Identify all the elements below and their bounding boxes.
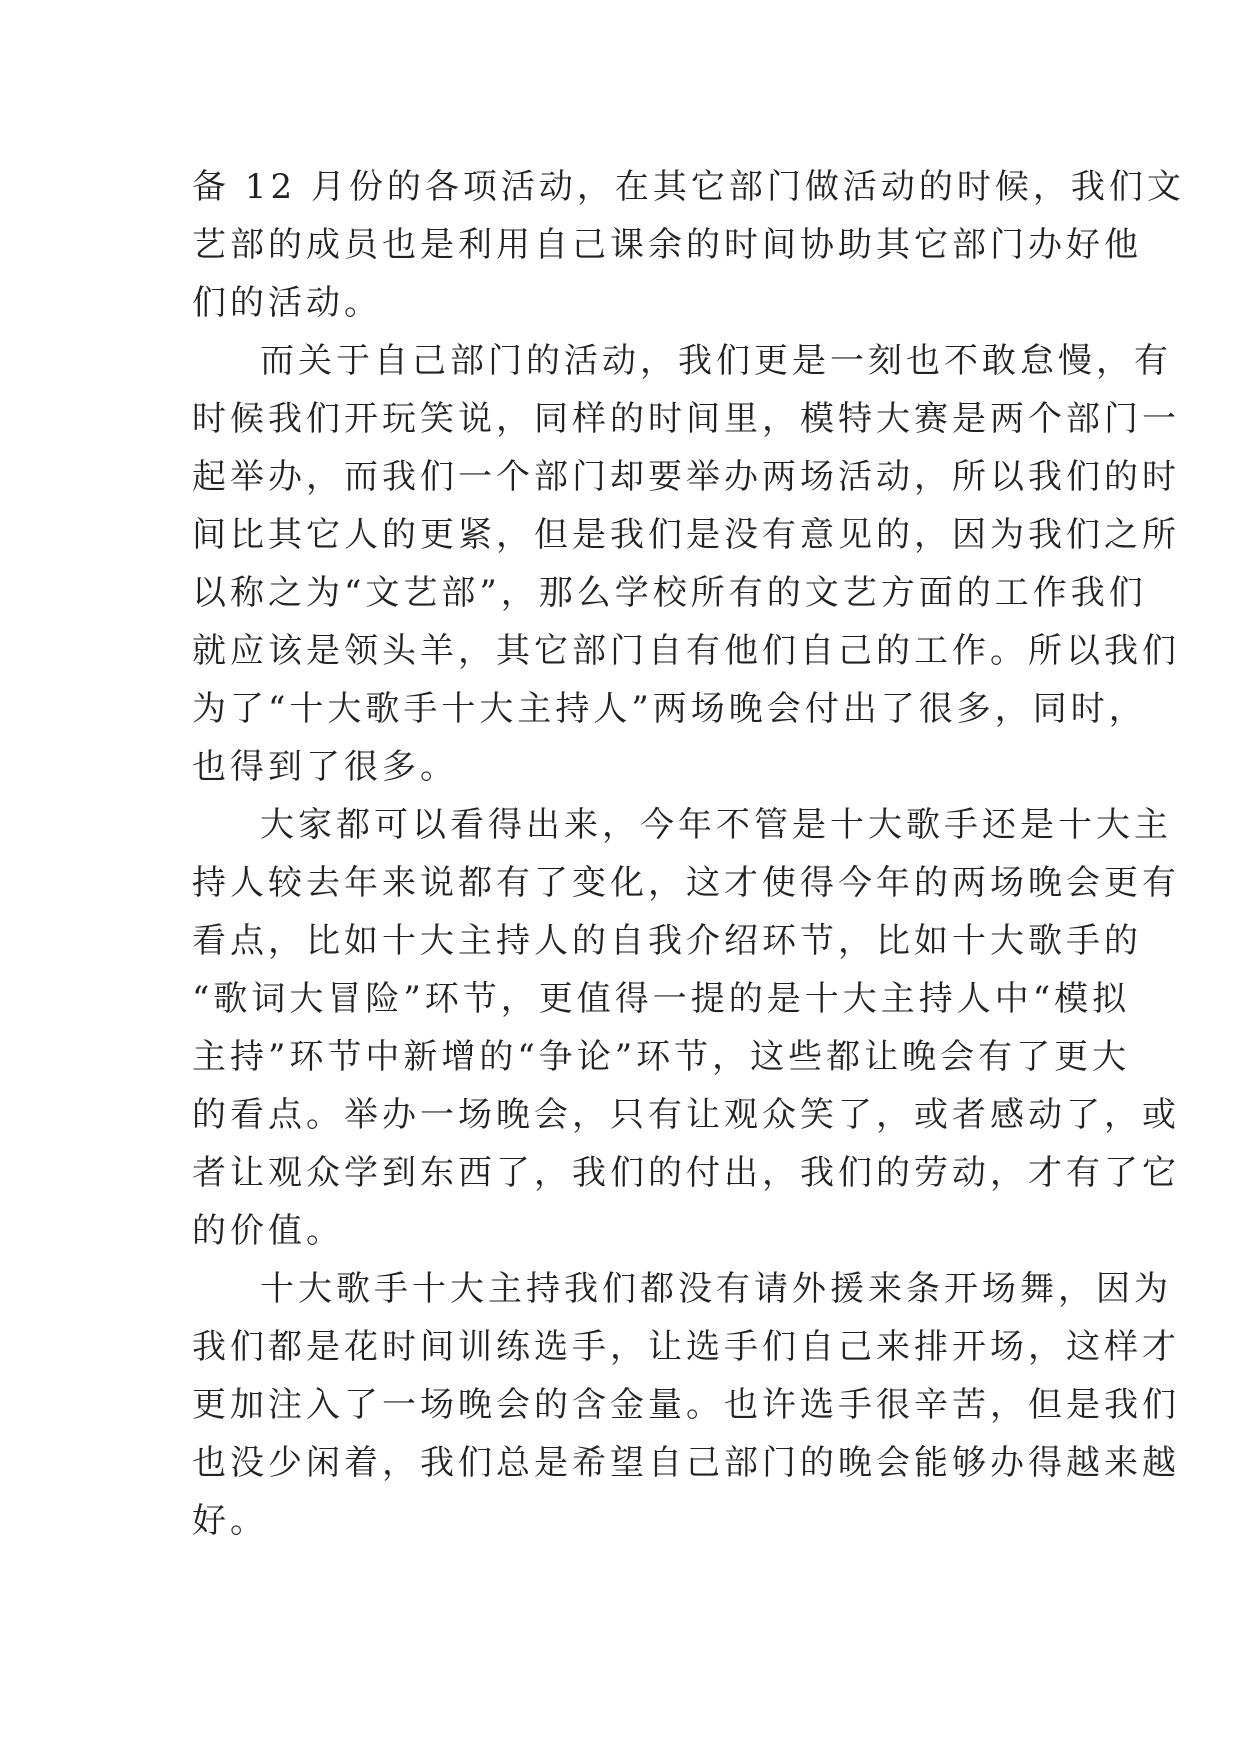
text-line: 十大歌手十大主持我们都没有请外援来条开场舞，因为	[260, 1269, 1172, 1309]
text-line: 为了“十大歌手十大主持人”两场晚会付出了很多，同时，	[192, 689, 1147, 729]
text-line: 好。	[192, 1501, 268, 1541]
text-line: 者让观众学到东西了，我们的付出，我们的劳动，才有了它	[192, 1153, 1180, 1193]
text-line: 看点，比如十大主持人的自我介绍环节，比如十大歌手的	[192, 921, 1142, 961]
text-line: 大家都可以看得出来，今年不管是十大歌手还是十大主	[260, 805, 1172, 845]
text-line: 们的活动。	[192, 283, 382, 323]
text-line: 时候我们开玩笑说，同样的时间里，模特大赛是两个部门一	[192, 399, 1180, 439]
paragraph-4	[192, 1260, 1180, 1550]
text-line: 而关于自己部门的活动，我们更是一刻也不敢怠慢，有	[260, 341, 1172, 381]
text-line: 起举办，而我们一个部门却要举办两场活动，所以我们的时	[192, 457, 1180, 497]
text-line: 间比其它人的更紧，但是我们是没有意见的，因为我们之所	[192, 515, 1180, 555]
text-line: 我们都是花时间训练选手，让选手们自己来排开场，这样才	[192, 1327, 1180, 1367]
text-line: 主持”环节中新增的“争论”环节，这些都让晚会有了更大	[192, 1037, 1131, 1077]
paragraph-1	[192, 158, 1185, 332]
text-line: 也得到了很多。	[192, 747, 458, 787]
text-line: 备 12 月份的各项活动，在其它部门做活动的时候，我们文	[192, 167, 1185, 207]
text-line: 更加注入了一场晚会的含金量。也许选手很辛苦，但是我们	[192, 1385, 1180, 1425]
text-line: 的看点。举办一场晚会，只有让观众笑了，或者感动了，或	[192, 1095, 1180, 1135]
text-line: 的价值。	[192, 1211, 344, 1251]
text-line: 就应该是领头羊，其它部门自有他们自己的工作。所以我们	[192, 631, 1180, 671]
text-line: 艺部的成员也是利用自己课余的时间协助其它部门办好他	[192, 225, 1142, 265]
text-line: “歌词大冒险”环节，更值得一提的是十大主持人中“模拟	[192, 979, 1131, 1019]
paragraph-3	[192, 796, 1180, 1260]
text-line: 也没少闲着，我们总是希望自己部门的晚会能够办得越来越	[192, 1443, 1180, 1483]
text-line: 持人较去年来说都有了变化，这才使得今年的两场晚会更有	[192, 863, 1180, 903]
text-line: 以称之为“文艺部”，那么学校所有的文艺方面的工作我们	[192, 573, 1147, 613]
document-body	[192, 158, 1185, 1550]
paragraph-2	[192, 332, 1180, 796]
